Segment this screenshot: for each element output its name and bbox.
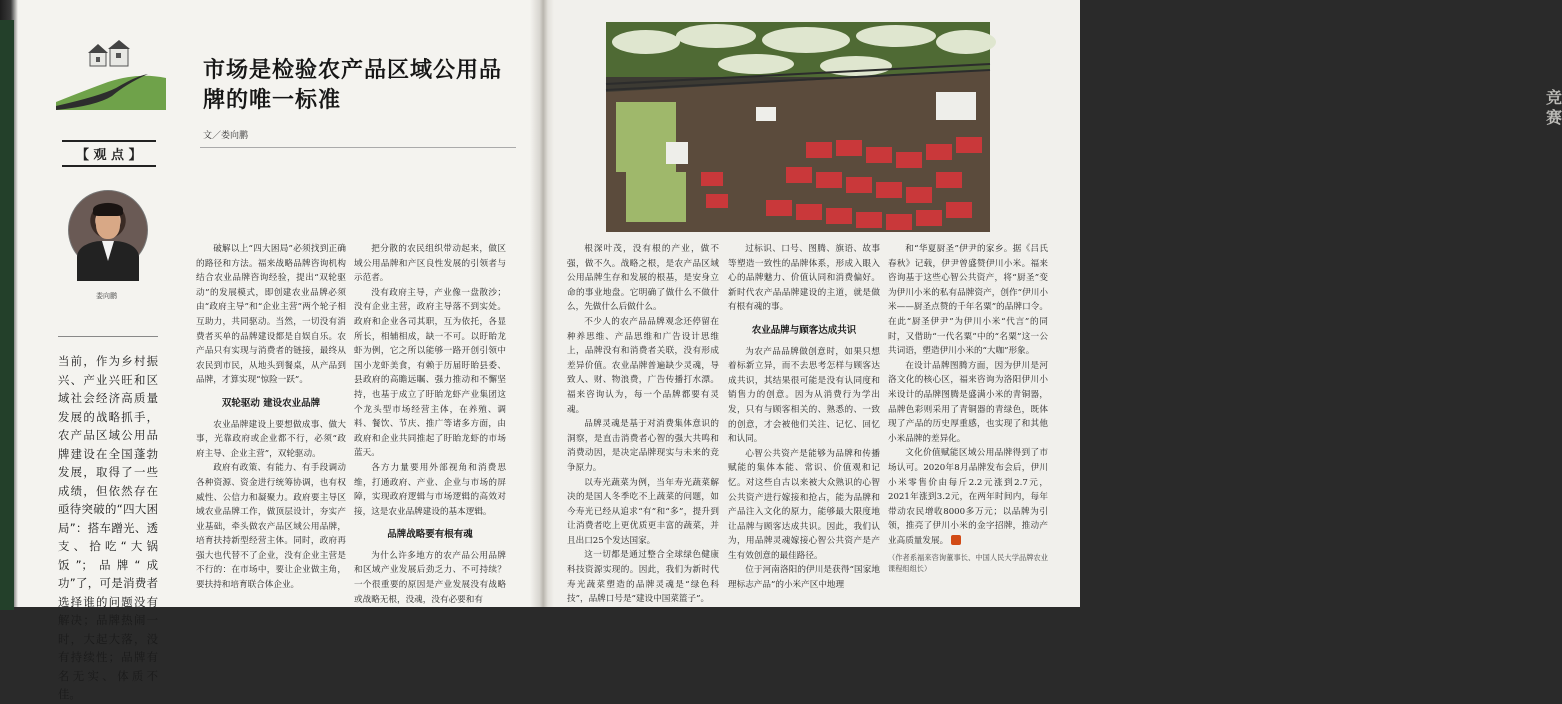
title-divider	[200, 147, 516, 148]
lead-paragraph: 当前，作为乡村振兴、产业兴旺和区域社会经济高质量发展的战略抓手，农产品区域公用品牌建设在全国蓬勃发展，取得了一些成绩，但依然存在亟待突破的“四大困局”：搭车蹭光、透支、拾吃“大锅饭”；品牌“成功”了，可是消费者选择谁的问题没有解决；品牌热闹一时，大起大落，没有持续性；品牌有名无实、体质不佳。	[58, 354, 158, 701]
sidebar-divider	[58, 336, 158, 337]
paragraph: 根深叶茂，没有根的产业，做不强，做不久。战略之根，是农产品区域公用品牌生存和发展的根基，是安身立命的事业地盘。它明确了做什么不做什么，先做什么后做什么。	[567, 244, 719, 313]
paragraph: 农业品牌建设上要想做成事、做大事，光靠政府或企业都不行，必须“政府主导、企业主营”，双轮驱动。	[196, 419, 346, 459]
paragraph	[888, 446, 1048, 548]
paragraph: 在设计品牌图腾方面，因为伊川是河洛文化的核心区，福来咨询为洛阳伊川小米设计的品牌图腾是盛满小米的青铜器，品牌色彩则采用了青铜器的青绿色，既体现了产品的历史厚重感，也实现了和其他小米品牌的差异化。	[888, 360, 1048, 444]
author-avatar	[68, 190, 148, 270]
village-road-logo	[56, 38, 168, 110]
author-caption: 娄向鹏	[96, 292, 117, 300]
paragraph: 以寿光蔬菜为例，当年寿光蔬菜解决的是国人冬季吃不上蔬菜的问题，如今寿光已经从追求“有”和“多”，提升到让消费者吃上更优质更丰富的蔬菜，并且出口25个发达国家。	[567, 477, 719, 546]
left-color-strip	[0, 20, 14, 610]
text-column-4	[728, 242, 880, 593]
paragraph: 为什么许多地方的农产品公用品牌和区域产业发展后劲乏力、不可持续？一个很重要的原因是产业发展没有战略或战略无根，没魂，没有必要和有	[354, 550, 506, 605]
text-column-2	[354, 242, 506, 607]
paragraph: 把分散的农民组织带动起来，做区域公用品牌和产区良性发展的引领者与示范者。	[354, 244, 506, 284]
paragraph: 各方力量要用外部视角和消费思维，打通政府、产业、企业与市场的屏障，实现政府逻辑与市场逻辑的高效对接，这是农业品牌建设的基本逻辑。	[354, 462, 506, 517]
section-heading: 品牌战略要有根有魂	[387, 529, 473, 541]
paragraph: 政府有政策、有能力、有手段调动各种资源、资金进行统筹协调，也有权威性、公信力和凝聚力。政府要主导区域农业品牌工作，做顶层设计，夯实产业基础，牵头做农产品区域公用品牌，培育扶持新型经营主体。同时，政府再强大也代替不了企业，没有企业主营是不行的：在市场中，要让企业做主角，要扶持和培育联合体企业。	[196, 463, 346, 591]
paragraph: 位于河南洛阳的伊川是获得“国家地理标志产品”的小米产区中地理	[728, 565, 880, 591]
paragraph: 没有政府主导，产业像一盘散沙；没有企业主营，政府主导落不到实处。政府和企业各司其职，互为依托，各显所长，相辅相成，缺一不可。以盱眙龙虾为例，它之所以能够一路开创引领中国小龙虾美食，有赖于历届盱眙县委、县政府的高瞻远瞩、强力推动和不懈坚持，也基于成立了盱眙龙虾产业集团这个龙头型市场经营主体，在养殖、调料、餐饮、节庆、推广等诸多方面，由政府和企业共同推起了盱眙龙虾的市场蓝天。	[354, 287, 506, 459]
end-mark-icon	[951, 535, 961, 545]
article-title: 市场是检验农产品区域公用品牌的唯一标准	[203, 58, 503, 113]
section-heading: 双轮驱动 建设农业品牌	[221, 397, 321, 409]
paragraph: 过标识、口号、图腾、旗语、故事等塑造一致性的品牌体系，形成入眼入心的品牌魅力、价值认同和消费偏好。新时代农产品品牌建设的主道，就是做有根有魂的事。	[728, 244, 880, 313]
text-column-3	[567, 242, 719, 607]
vegetable-market-photo	[606, 22, 990, 232]
book-spine	[530, 0, 554, 607]
paragraph: 破解以上“四大困局”必须找到正确的路径和方法。福来战略品牌咨询机构结合农业品牌咨询经验，提出“双轮驱动”的发展模式，即创建农业品牌必须由“政府主导”和“企业主营”两个轮子相互助力，共同驱动。当然，一切没有消费者买单的品牌建设都是自娱自乐。农产品只有实现与消费者的链接，最终从农民到市民，从地头到餐桌，从产品到品牌，才算实现“惊险一跃”。	[196, 244, 346, 386]
article-byline: 文／娄向鹏	[203, 131, 249, 141]
paragraph: 品牌灵魂是基于对消费集体意识的洞察，是直击消费者心智的强大共鸣和消费动因，是决定品牌现实与未来的竞争原力。	[567, 419, 719, 473]
section-tag: 【 观 点 】	[62, 140, 156, 167]
text-column-5	[888, 242, 1048, 574]
end-paragraph-text: 文化价值赋能区域公用品牌得到了市场认可。2020年8月品牌发布会后，伊川小米零售价由每斤2.2元涨到2.7元，2021年涨到3.2元，在两年时间内，每年带动农民增收8000多万元；以品牌为引领，推亮了伊川小米的金字招牌，推动产业高质量发展。	[888, 448, 1048, 546]
paragraph: 和“华夏厨圣”伊尹的家乡。据《吕氏春秋》记载，伊尹曾盛赞伊川小米。福来咨询基于这些心智公共资产，将“厨圣”变为伊川小米的私有品牌资产，创作“伊川小米——厨圣点赞的千年名粟”的品牌口令。在此“厨圣伊尹”为伊川小米“代言”的同时，又借助“一代名粟”中的“名粟”这一公共词语，塑造伊川小米的“大咖”形象。	[888, 244, 1048, 357]
section-heading: 农业品牌与顾客达成共识	[751, 324, 857, 336]
paragraph: 不少人的农产品品牌观念还停留在种养思维、产品思维和广告设计思维上，品牌没有和消费者关联，没有形成差异价值。农业品牌普遍缺少灵魂，导致人、财、物浪费，广告传播打水漂。福来咨询认为，每一个品牌都要有灵魂。	[567, 316, 719, 415]
paragraph: 为农产品品牌做创意时，如果只想着标新立异，而不去思考怎样与顾客达成共识，其结果很可能是没有认同度和销售力的创意。因为从消费行为学出发，只有与顾客相关的、熟悉的、一致的创意，才会被他们关注、记忆、回忆和认同。	[728, 346, 880, 445]
author-note: （作者系福来咨询董事长、中国人民大学品牌农业课程组组长）	[888, 553, 1048, 574]
text-column-1	[196, 242, 346, 593]
paragraph: 心智公共资产是能够为品牌和传播赋能的集体本能、常识、价值观和记忆。对这些自古以来被大众熟识的心智公共资产进行嫁接和抢占，能为品牌和产品注入文化的原力，能够最大限度地让品牌与顾客达成共识。因此，我们认为，用品牌灵魂嫁接心智公共资产是产生有效创意的最佳路径。	[728, 448, 880, 561]
paragraph: 这一切都是通过整合全球绿色健康科技资源实现的。因此，我们为新时代寿光蔬菜塑造的品牌灵魂是“绿色科技”，品牌口号是“建设中国菜篮子”。	[567, 550, 719, 605]
left-page	[0, 0, 540, 701]
bleed-through-text: 竞赛	[1546, 88, 1562, 127]
